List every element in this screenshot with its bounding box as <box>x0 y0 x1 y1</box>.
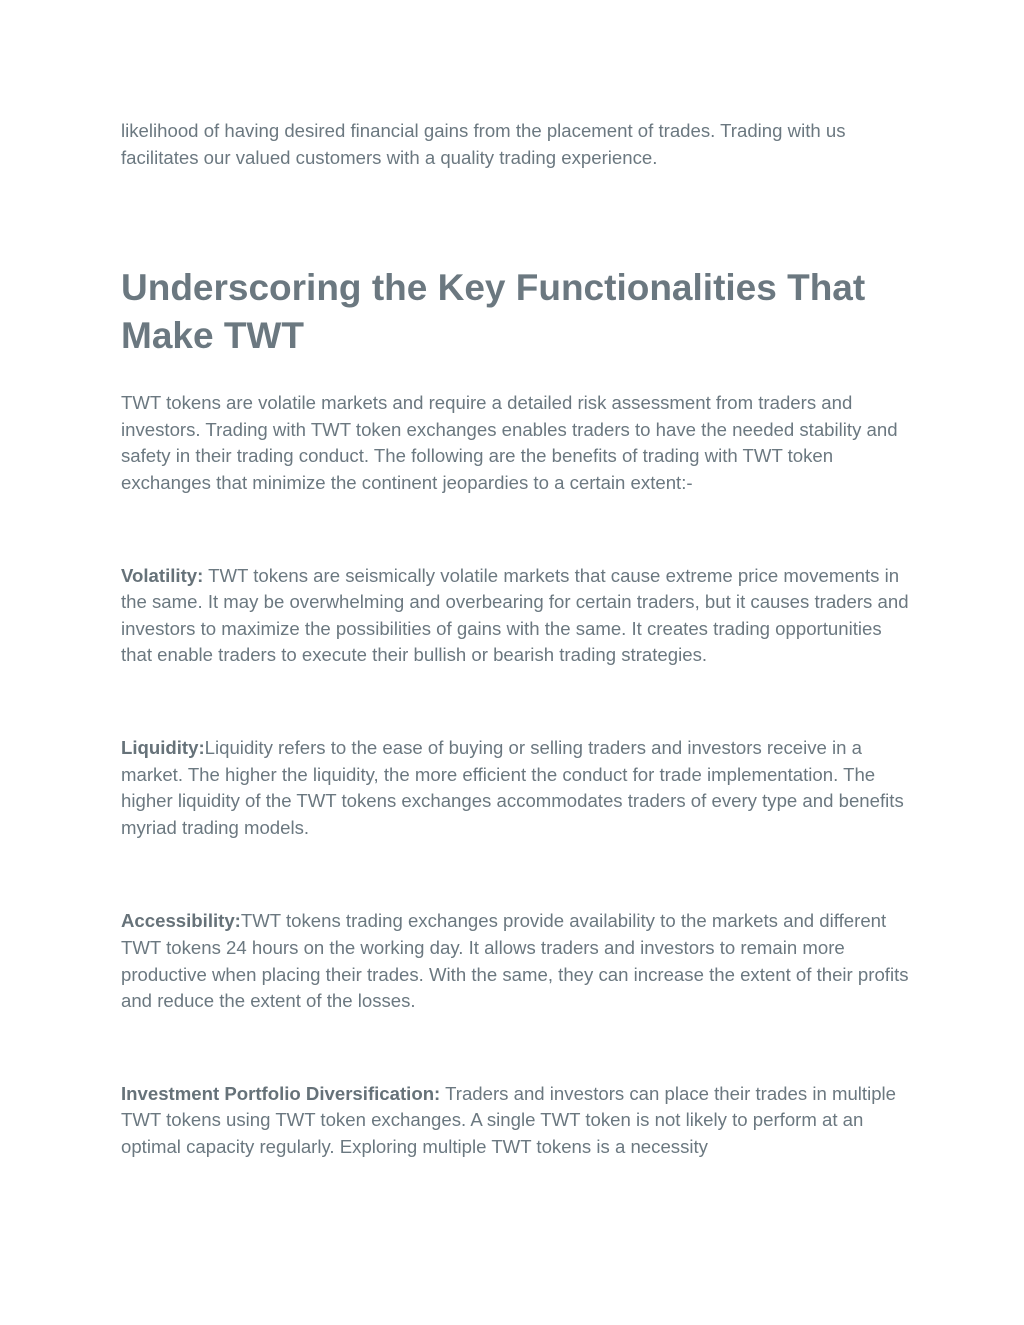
liquidity-paragraph <box>121 735 911 841</box>
accessibility-paragraph <box>121 908 911 1014</box>
diversification-text: Traders and investors can place their trades in multiple TWT tokens using TWT token exchanges. A single TWT token is not likely to perform at an optimal capacity regularly. Exploring multiple TWT tokens is a necessity <box>121 1082 897 1157</box>
accessibility-text: TWT tokens trading exchanges provide availability to the markets and different TWT tokens 24 hours on the working day. It allows traders and investors to remain more productive when placing their trades. With the same, they can increase the extent of their profits and reduce the extent of the losses. <box>121 910 909 1012</box>
liquidity-text: Liquidity refers to the ease of buying or selling traders and investors receive in a market. The higher the liquidity, the more efficient the conduct for trade implementation. The higher liquidity of the TWT tokens exchanges accommodates traders of every type and benefits myriad trading models. <box>121 736 904 838</box>
diversification-paragraph <box>121 1081 911 1161</box>
diversification-label: Investment Portfolio Diversification: <box>121 1082 441 1104</box>
intro-paragraph: likelihood of having desired financial gains from the placement of trades. Trading with us facilitates our valued customers with a quality trading experience. <box>121 120 846 168</box>
liquidity-label: Liquidity: <box>121 736 205 758</box>
volatility-paragraph <box>121 563 911 669</box>
volatility-text: TWT tokens are seismically volatile markets that cause extreme price movements in the same. It may be overwhelming and overbearing for certain traders, but it causes traders and investors to maximize the possibilities of gains with the same. It creates trading opportunities that enable traders to execute their bullish or bearish trading strategies. <box>121 564 909 666</box>
section-heading: Underscoring the Key Functionalities That Make TWT <box>121 267 866 357</box>
volatility-label: Volatility: <box>121 564 204 586</box>
lead-paragraph: TWT tokens are volatile markets and require a detailed risk assessment from traders and investors. Trading with TWT token exchanges enables traders to have the needed stability and safety in their trading conduct. The following are the benefits of trading with TWT token exchanges that minimize the continent jeopardies to a certain extent:- <box>121 392 898 493</box>
accessibility-label: Accessibility: <box>121 910 241 932</box>
document-page <box>121 118 911 1160</box>
